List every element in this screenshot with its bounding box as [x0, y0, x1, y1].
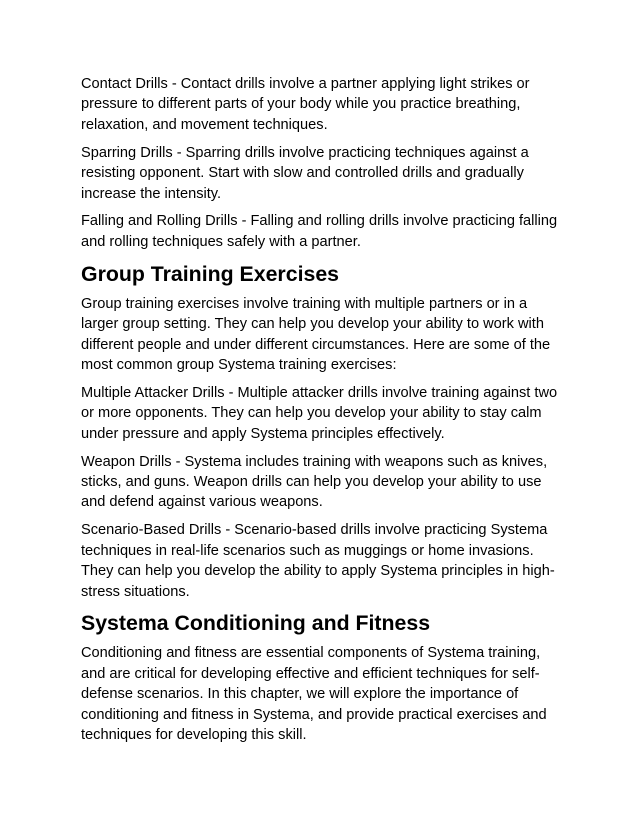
heading-systema-conditioning-fitness: Systema Conditioning and Fitness [81, 611, 431, 636]
paragraph-multiple-attacker-drills: Multiple Attacker Drills - Multiple attacker drills involve training against two or more opponents. They can help you develop your ability to stay calm under pressure and apply Systema principles effectively. [81, 384, 558, 442]
paragraph-sparring-drills: Sparring Drills - Sparring drills involve practicing techniques against a resisting opponent. Start with slow and controlled drills and gradually increase the intensity. [81, 144, 529, 202]
paragraph-weapon-drills: Weapon Drills - Systema includes training with weapons such as knives, sticks, and guns. Weapon drills can help you develop your ability to use and defend against various weapons. [81, 453, 548, 511]
paragraph-falling-rolling-drills: Falling and Rolling Drills - Falling and rolling drills involve practicing falling and rolling techniques safely with a partner. [81, 213, 558, 250]
paragraph-conditioning-intro: Conditioning and fitness are essential components of Systema training, and are critical for developing effective and efficient techniques for self-defense scenarios. In this chapter, we will explore the importance of conditioning and fitness in Systema, and provide practical exercises and techniques for developing this skill. [81, 645, 547, 744]
paragraph-contact-drills: Contact Drills - Contact drills involve a partner applying light strikes or pressure to different parts of your body while you practice breathing, relaxation, and movement techniques. [81, 76, 530, 133]
paragraph-scenario-based-drills: Scenario-Based Drills - Scenario-based drills involve practicing Systema techniques in real-life scenarios such as muggings or home invasions. They can help you develop the ability to apply Systema principles in high-stress situations. [81, 522, 555, 600]
heading-group-training-exercises: Group Training Exercises [81, 261, 340, 286]
document-page [81, 74, 561, 753]
paragraph-group-training-intro: Group training exercises involve training with multiple partners or in a larger group setting. They can help you develop your ability to work with different people and under different circumstances. Here are some of the most common group Systema training exercises: [81, 295, 551, 373]
